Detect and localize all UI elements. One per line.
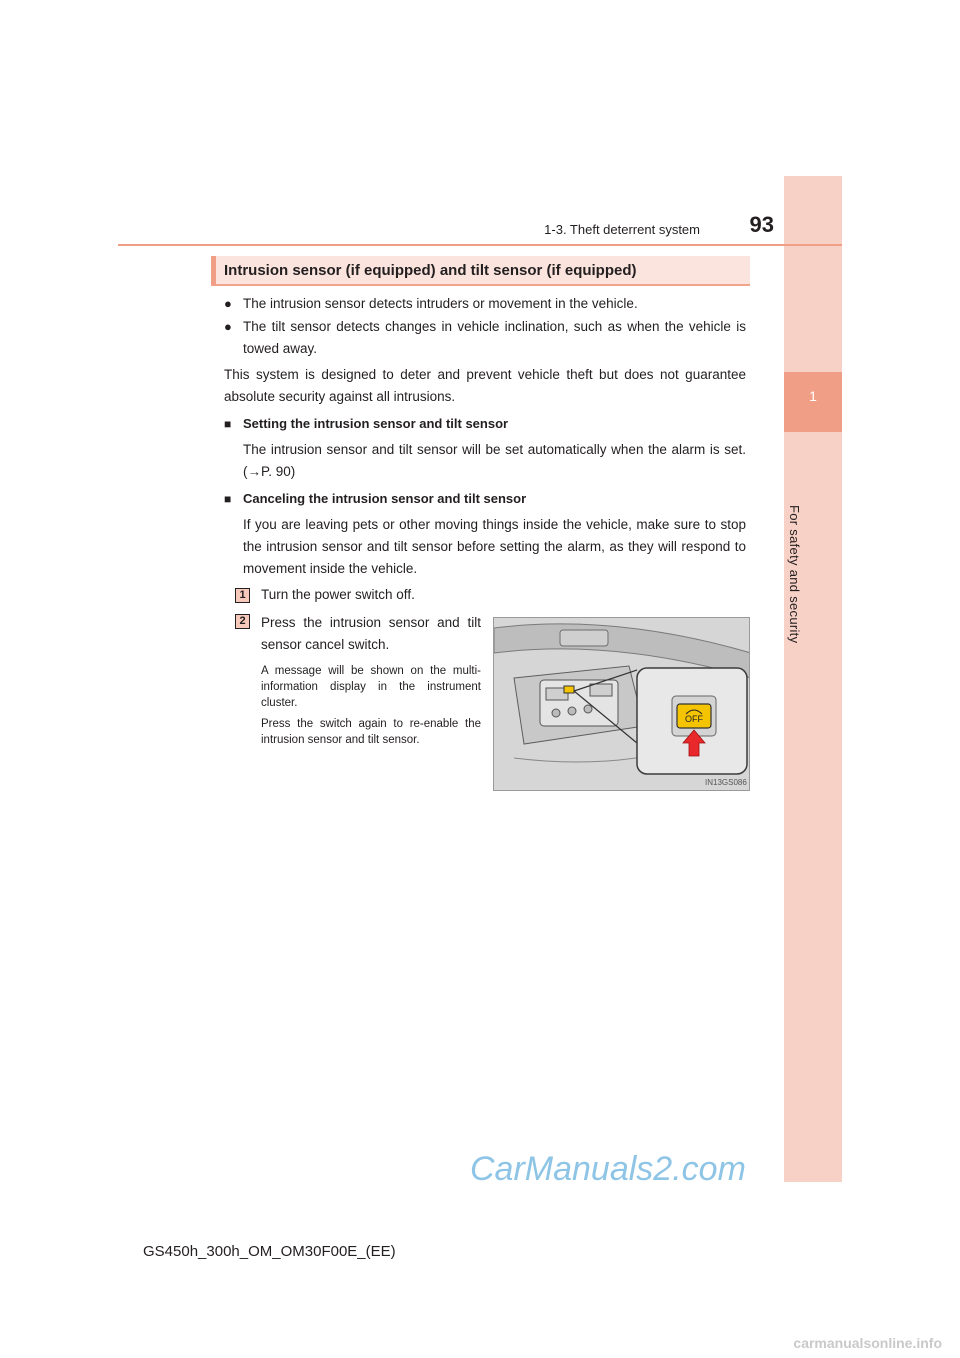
watermark-carmanualsonline: carmanualsonline.info (793, 1335, 942, 1351)
subheading-canceling: Canceling the intrusion sensor and tilt sensor (243, 491, 527, 506)
note-re-enable: Press the switch again to re-enable the intrusion sensor and tilt sensor. (261, 718, 481, 746)
illustration-code: IN13GS086 (705, 778, 747, 787)
subheading-setting: Setting the intrusion sensor and tilt sensor (243, 416, 509, 431)
step-text-2: Press the intrusion sensor and tilt sensor cancel switch. (261, 615, 481, 652)
bullet-text-intrusion: The intrusion sensor detects intruders or movement in the vehicle. (243, 296, 638, 311)
manual-model-code: GS450h_300h_OM_OM30F00E_(EE) (143, 1243, 396, 1260)
page-reference-link[interactable]: P. 90) (261, 464, 296, 479)
bullet-icon: ● (224, 319, 232, 334)
square-bullet-icon: ■ (224, 492, 232, 506)
arrow-right-icon: → (247, 464, 261, 479)
step-number-2: 2 (235, 614, 250, 629)
header-rule (118, 244, 842, 246)
section-heading-accent (211, 256, 216, 286)
step-number-1: 1 (235, 588, 250, 603)
canceling-paragraph: If you are leaving pets or other moving things inside the vehicle, make sure to stop the intrusion sensor and tilt sensor before setting the alarm, as they will respond to movement inside the vehicle. (243, 517, 746, 576)
square-bullet-icon: ■ (224, 417, 232, 431)
section-heading: Intrusion sensor (if equipped) and tilt sensor (if equipped) (224, 262, 637, 279)
page-number: 93 (749, 212, 774, 237)
off-switch-label: OFF (685, 714, 703, 724)
section-reference: 1-3. Theft deterrent system (544, 222, 700, 237)
bullet-icon: ● (224, 296, 232, 311)
watermark-carmanuals2: CarManuals2.com (470, 1150, 746, 1188)
bullet-text-tilt: The tilt sensor detects changes in vehicle inclination, such as when the vehicle is towed away. (243, 319, 746, 356)
chapter-number: 1 (809, 388, 817, 404)
intro-paragraph: This system is designed to deter and prevent vehicle theft but does not guarantee absolute security against all intrusions. (224, 367, 746, 404)
step-text-1: Turn the power switch off. (261, 587, 415, 602)
setting-paragraph: The intrusion sensor and tilt sensor will be set automatically when the alarm is set. (→P. 90) (243, 442, 746, 479)
overhead-console-drawing (494, 618, 750, 791)
switch-illustration (493, 617, 750, 791)
note-message-display: A message will be shown on the multi-information display in the instrument cluster. (261, 665, 481, 709)
chapter-title: For safety and security (787, 505, 802, 644)
